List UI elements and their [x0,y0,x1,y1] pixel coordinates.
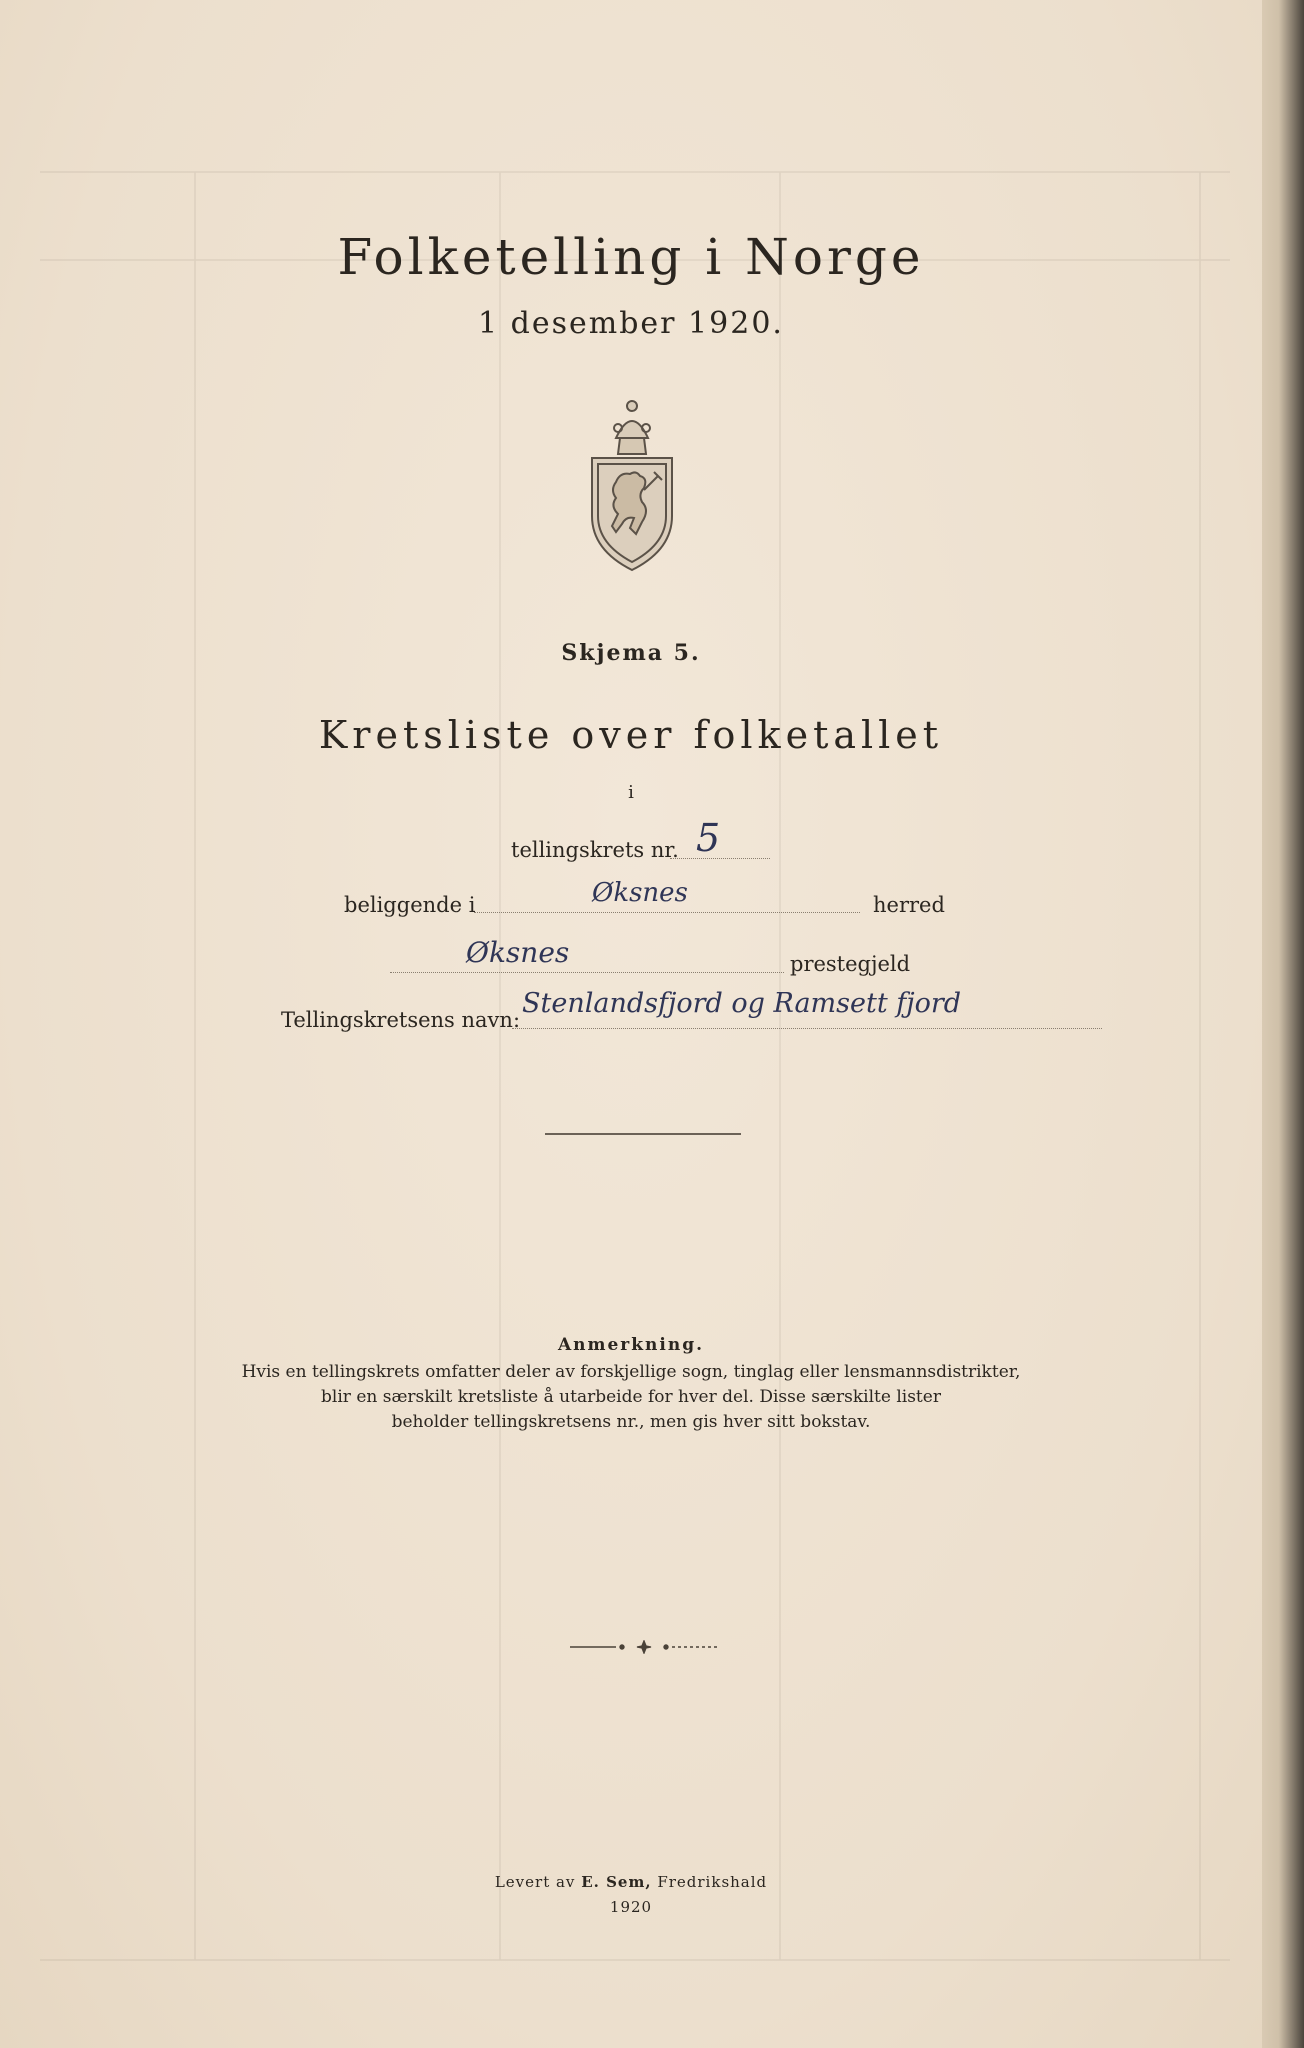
printer-credit [0,1873,1262,1891]
note-line-3: beholder tellingskretsens nr., men gis hver sitt bokstav. [391,1412,871,1432]
note-line-1: Hvis en tellingskrets omfatter deler av forskjellige sogn, tinglag eller lensmannsdistrikter, [241,1362,1021,1382]
print-year: 1920 [609,1898,653,1916]
beliggende-line [474,912,860,913]
kretsnavn-line [512,1028,1102,1029]
kretsnavn-label: Tellingskretsens navn: [281,1008,521,1032]
tellingskrets-value: 5 [696,816,721,860]
kretsnavn-value: Stenlandsfjord og Ramsett fjord [522,988,962,1019]
beliggende-label: beliggende i [344,893,476,917]
tellingskrets-label: tellingskrets nr. [511,838,679,862]
printer-place: Fredrikshald [657,1873,768,1891]
prestegjeld-label: prestegjeld [790,952,911,976]
note-line-2: blir en særskilt kretsliste å utarbeide for hver del. Disse særskilte lister [321,1387,941,1407]
beliggende-value: Øksnes [592,878,688,908]
note-heading: Anmerkning. [557,1335,705,1355]
prestegjeld-value: Øksnes [466,936,570,969]
divider-rule [545,1133,741,1135]
scan-edge [1262,0,1304,2048]
norwegian-coat-of-arms-icon [586,398,678,572]
printer-prefix: Levert av [494,1873,576,1891]
preposition-i: i [628,782,634,803]
census-date: 1 desember 1920. [478,306,784,341]
page-title: Folketelling i Norge [337,228,925,286]
printer-name: E. Sem, [581,1873,652,1891]
form-heading: Kretsliste over folketallet [318,713,944,757]
schema-number: Skjema 5. [561,640,701,666]
ornament-divider-icon [570,1640,718,1654]
prestegjeld-line [390,972,784,973]
herred-label: herred [873,893,945,917]
